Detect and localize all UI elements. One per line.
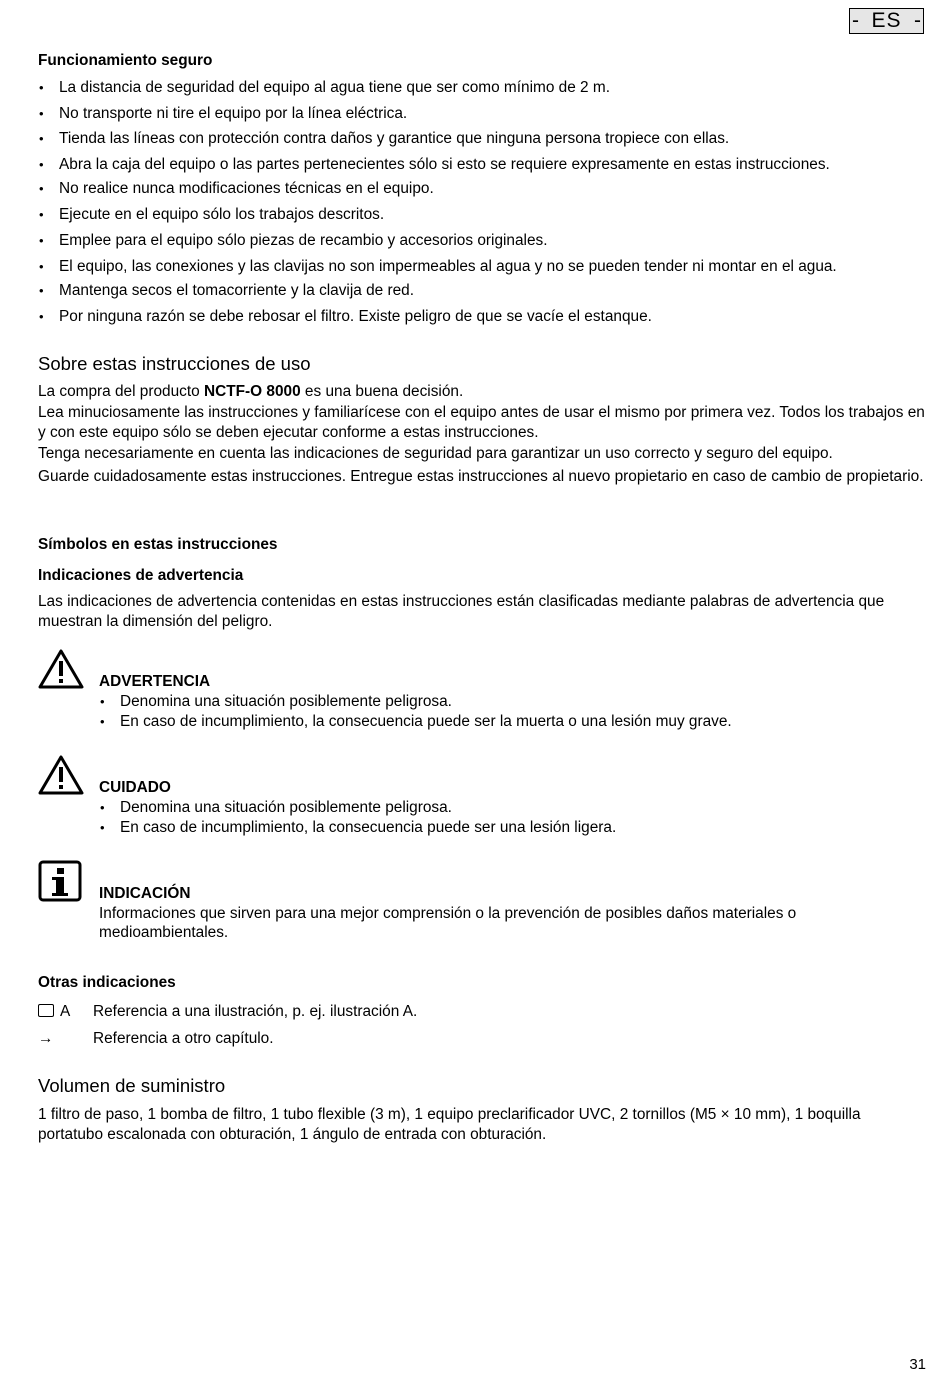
- advertencia-body: [99, 672, 927, 733]
- arrow-right-icon: →: [38, 1030, 54, 1047]
- advertencia-list: [99, 692, 927, 733]
- list-item: • Mantenga secos el tomacorriente y la clavija de red.: [38, 281, 837, 307]
- list-item: • Denomina una situación posiblemente peligrosa.: [99, 798, 927, 819]
- list-item: • La distancia de seguridad del equipo al agua tiene que ser como mínimo de 2 m.: [38, 78, 837, 104]
- safe-operation-list: [38, 78, 837, 332]
- safe-operation-heading: Funcionamiento seguro: [38, 52, 213, 69]
- list-item: • No transporte ni tire el equipo por la línea eléctrica.: [38, 104, 837, 130]
- indicacion-block: [38, 860, 928, 950]
- cuidado-body: [99, 778, 927, 839]
- list-item: • Abra la caja del equipo o las partes pertenecientes sólo si esto se requiere expresamente en estas instrucciones.: [38, 155, 837, 180]
- cuidado-block: [38, 754, 928, 844]
- ref-illustration-row: [38, 1002, 638, 1024]
- list-item: • El equipo, las conexiones y las clavijas no son impermeables al agua y no se pueden tender ni montar en el agua.: [38, 257, 837, 282]
- lang-tag-dash-right: -: [913, 9, 921, 33]
- ref-illustration-text: Referencia a una ilustración, p. ej. ilustración A.: [93, 1003, 418, 1020]
- advertencia-title: ADVERTENCIA: [99, 673, 211, 690]
- cuidado-list: [99, 798, 927, 839]
- advertencia-block: [38, 648, 928, 738]
- supply-heading: Volumen de suministro: [38, 1075, 226, 1096]
- about-heading: Sobre estas instrucciones de uso: [38, 353, 311, 374]
- indicacion-title: INDICACIÓN: [99, 885, 191, 902]
- list-item: • Emplee para el equipo sólo piezas de recambio y accesorios originales.: [38, 231, 837, 257]
- cuidado-title: CUIDADO: [99, 779, 171, 796]
- indicacion-text: Informaciones que sirven para una mejor comprensión o la prevención de posibles daños materiales o medioambientales.: [99, 904, 797, 941]
- page-number: 31: [909, 1356, 926, 1373]
- list-item: • Denomina una situación posiblemente peligrosa.: [99, 692, 927, 713]
- list-item: • Por ninguna razón se debe rebosar el filtro. Existe peligro de que se vacíe el estanque.: [38, 307, 837, 333]
- illustration-frame-icon: [38, 1004, 54, 1017]
- symbols-heading: Símbolos en estas instrucciones: [38, 536, 278, 553]
- warnings-heading: Indicaciones de advertencia: [38, 567, 244, 584]
- product-name: NCTF-O 8000: [203, 383, 301, 400]
- about-paragraph-2: Lea minuciosamente las instrucciones y familiarícese con el equipo antes de usar el mismo por primera vez. Todos los trabajos en y con este equipo sólo se deben ejecutar conforme a estas instrucciones.: [38, 404, 925, 441]
- ref-chapter-text: Referencia a otro capítulo.: [93, 1030, 274, 1047]
- about-paragraph-3: Tenga necesariamente en cuenta las indicaciones de seguridad para garantizar un uso correcto y seguro del equipo.: [38, 445, 833, 462]
- ref-illustration-letter: A: [60, 1003, 71, 1020]
- language-tag: [849, 8, 924, 34]
- info-icon: [38, 860, 84, 902]
- list-item: • En caso de incumplimiento, la consecuencia puede ser una lesión ligera.: [99, 818, 927, 839]
- other-notes-heading: Otras indicaciones: [38, 974, 176, 991]
- warnings-intro: Las indicaciones de advertencia contenidas en estas instrucciones están clasificadas mediante palabras de advertencia que muestran la dimensión del peligro.: [38, 593, 885, 630]
- list-item: • Ejecute en el equipo sólo los trabajos descritos.: [38, 205, 837, 232]
- about-line-1-pre: La compra del producto: [38, 383, 204, 400]
- about-line-1-post: es una buena decisión.: [300, 383, 464, 400]
- warning-triangle-icon: [38, 648, 84, 690]
- indicacion-body: [99, 884, 929, 943]
- list-item: • Tienda las líneas con protección contra daños y garantice que ninguna persona tropiece con ellas.: [38, 129, 837, 155]
- lang-tag-dash-left: -: [852, 9, 859, 33]
- warning-triangle-icon: [38, 754, 84, 796]
- list-item: • No realice nunca modificaciones técnicas en el equipo.: [38, 179, 837, 205]
- supply-text: 1 filtro de paso, 1 bomba de filtro, 1 tubo flexible (3 m), 1 equipo preclarificador UVC, 2 tornillos (M5 × 10 mm), 1 boquilla portatubo escalonada con obturación, 1 ángulo de entrada con obturación.: [38, 1106, 861, 1143]
- ref-illustration-symbol: [38, 1002, 88, 1022]
- about-line-1: [38, 382, 926, 402]
- lang-tag-code: ES: [871, 9, 902, 33]
- ref-chapter-row: [38, 1029, 638, 1051]
- about-paragraph-4: Guarde cuidadosamente estas instrucciones. Entregue estas instrucciones al nuevo propietario en caso de cambio de propietario.: [38, 468, 924, 485]
- list-item: • En caso de incumplimiento, la consecuencia puede ser la muerta o una lesión muy grave.: [99, 712, 927, 733]
